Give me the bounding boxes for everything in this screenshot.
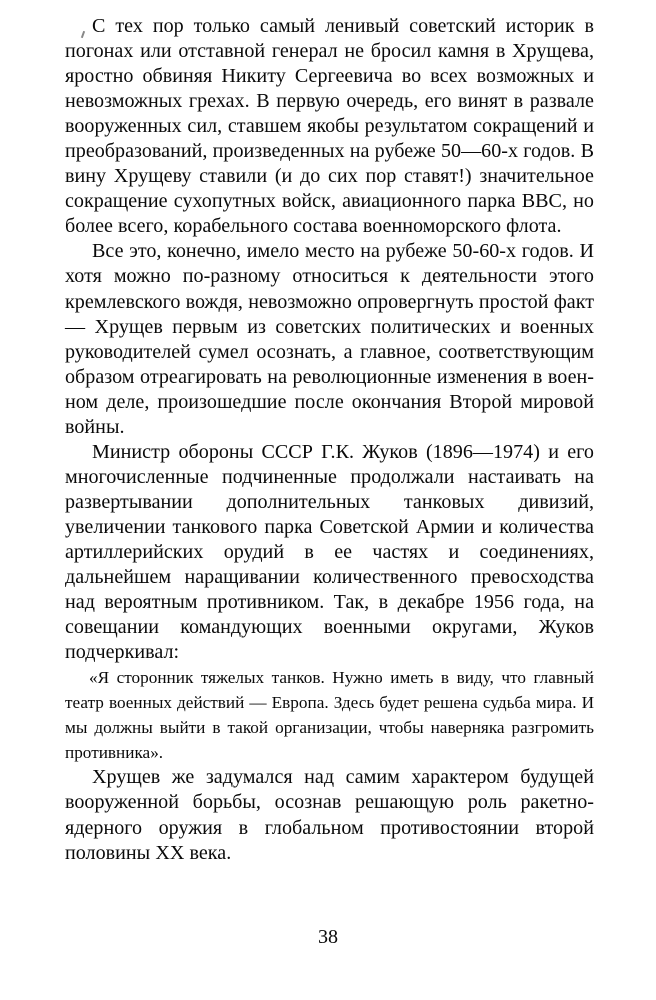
paragraph-3: Министр обороны СССР Г.К. Жуков (1896—1974) и его многочисленные подчиненные продолжали настаивать на развертывании дополнительных танковых дивизий, увеличении танкового парка Советской Армии и количества артиллерийских орудий в ее частях и соединениях, дальнейшем наращивании количественного превосходства над вероятным противником. Так, в декабре 1956 года, на совещании командующих военными округами, Жуков подчеркивал: bbox=[65, 440, 594, 664]
paragraph-1: С тех пор только самый ленивый советский историк в погонах или отставной генерал не бросил камня в Хрущева, яростно обвиняя Никиту Сергеевича во всех возможных и невозможных грехах. В первую очередь, его винят в развале вооруженных сил, ставшем якобы результатом сокращений и преобразований, произведенных на рубеже 50—60-х годов. В вину Хрущеву ставили (и до сих пор ставят!) значительное сокращение сухопутных войск, авиационного парка ВВС, но более всего, корабельного состава военноморского флота. bbox=[65, 15, 594, 238]
quotation-block: «Я сторонник тяжелых танков. Нужно иметь в виду, что главный театр военных действий — Европа. Здесь будет решена судьба мира. И мы должны выйти в такой организации, чтобы наверняка разгромить противника». bbox=[65, 668, 594, 763]
paragraph-2: Все это, конечно, имело место на рубеже 50-60-х годов. И хотя можно по-разному относиться к деятельности этого кремлевского вождя, невозможно опровергнуть простой факт — Хрущев первым из советских политических и военных руководителей сумел осознать, а главное, соответствующим образом отреагировать на революционные изменения в военном деле, произошедшие после окончания Второй мировой войны. bbox=[65, 240, 594, 438]
paragraph-5: Хрущев же задумался над самим характером будущей вооруженной борьбы, осознав решающую роль ракетно-ядерного оружия в глобальном противостоянии второй половины XX века. bbox=[65, 766, 594, 864]
page-number: 38 bbox=[317, 926, 339, 948]
text-column bbox=[65, 14, 594, 866]
